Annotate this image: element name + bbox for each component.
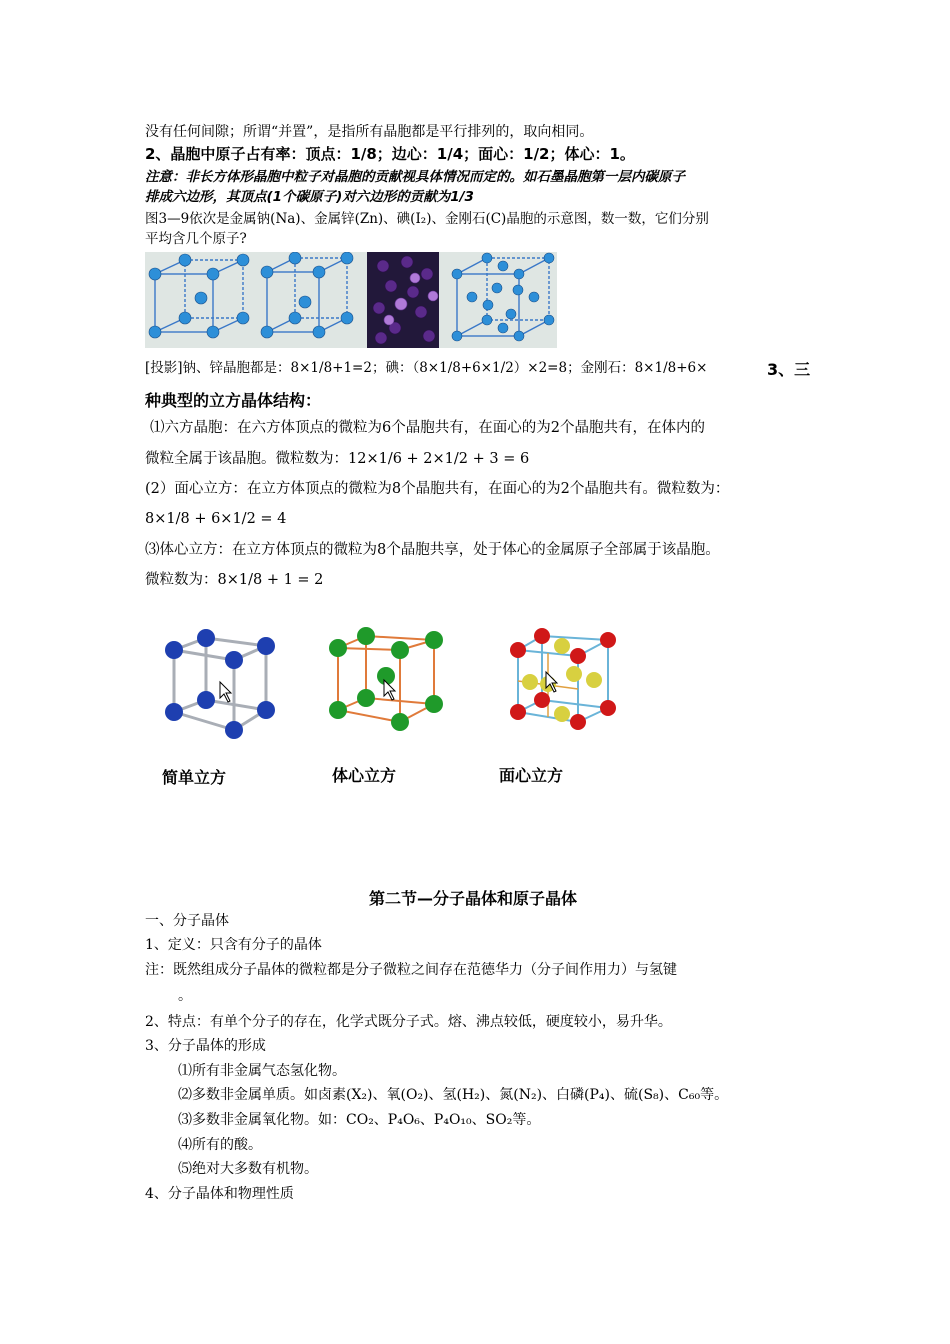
- fcc-desc: 8×1/8 + 6×1/2 = 4: [145, 511, 287, 527]
- definition-line: 1、定义：只含有分子的晶体: [145, 937, 322, 953]
- simple-cubic-diagram: [150, 620, 290, 750]
- formation-heading: 3、分子晶体的形成: [145, 1038, 266, 1054]
- list-item: ⑸绝对大多数有机物。: [178, 1161, 318, 1177]
- simple-cubic-caption: 简单立方: [162, 768, 227, 787]
- physical-heading: 4、分子晶体和物理性质: [145, 1186, 294, 1202]
- figure-caption-line: 图3—9依次是金属钠(Na)、金属锌(Zn)、碘(I₂)、金刚石(C)晶胞的示意图，数一数，它们分别: [145, 211, 709, 227]
- figure-caption-line: 平均含几个原子?: [145, 231, 247, 247]
- face-centered-cubic-caption: 面心立方: [499, 766, 564, 785]
- list-item: ⑶多数非金属氧化物。如：CO₂、P₄O₆、P₄O₁₀、SO₂等。: [178, 1112, 541, 1128]
- note-line: 排成六边形，其顶点(1个碳原子)对六边形的贡献为1/3: [145, 189, 474, 205]
- hexagonal-desc: ⑴六方晶胞：在六方体顶点的微粒为6个晶胞共有，在面心的为2个晶胞共有，在体内的: [150, 420, 705, 436]
- subsection-heading: 一、分子晶体: [145, 913, 229, 929]
- section-heading: 3、三: [767, 360, 811, 379]
- text-line: 没有任何间隙；所谓“并置”，是指所有晶胞都是平行排列的，取向相同。: [145, 124, 594, 140]
- body-centered-cubic-diagram: [318, 618, 458, 748]
- occupancy-line: 2、晶胞中原子占有率：顶点：1/8；边心：1/4；面心：1/2；体心：1。: [145, 145, 635, 163]
- section-heading: 种典型的立方晶体结构：: [145, 391, 322, 410]
- hexagonal-desc: 微粒全属于该晶胞。微粒数为：12×1/6 + 2×1/2 + 3 = 6: [145, 451, 530, 467]
- projection-line: [投影]钠、锌晶胞都是：8×1/8+1=2；碘：（8×1/8+6×1/2）×2=8；金刚石：8×1/8+6×: [145, 360, 708, 376]
- note-line: 注：既然组成分子晶体的微粒都是分子微粒之间存在范德华力（分子间作用力）与氢键: [145, 962, 677, 978]
- fcc-desc: (2）面心立方：在立方体顶点的微粒为8个晶胞共有，在面心的为2个晶胞共有。微粒数为：: [145, 481, 730, 497]
- note-line-end: 。: [178, 988, 192, 1004]
- list-item: ⑵多数非金属单质。如卤素(X₂)、氧(O₂)、氢(H₂)、氮(N₂)、白磷(P₄)、硫(S₈)、C₆₀等。: [178, 1087, 729, 1103]
- section-title: 第二节—分子晶体和原子晶体: [369, 889, 578, 908]
- bcc-desc: ⑶体心立方：在立方体顶点的微粒为8个晶胞共享，处于体心的金属原子全部属于该晶胞。: [145, 542, 720, 558]
- face-centered-cubic-diagram: [494, 620, 634, 750]
- list-item: ⑴所有非金属气态氢化物。: [178, 1063, 346, 1079]
- body-centered-cubic-caption: 体心立方: [332, 766, 397, 785]
- unit-cell-photo-strip: [145, 252, 557, 348]
- list-item: ⑷所有的酸。: [178, 1137, 262, 1153]
- feature-line: 2、特点：有单个分子的存在，化学式既分子式。熔、沸点较低，硬度较小，易升华。: [145, 1014, 672, 1030]
- bcc-desc: 微粒数为：8×1/8 + 1 = 2: [145, 572, 324, 588]
- note-line: 注意：非长方体形晶胞中粒子对晶胞的贡献视具体情况而定的。如石墨晶胞第一层内碳原子: [145, 169, 685, 185]
